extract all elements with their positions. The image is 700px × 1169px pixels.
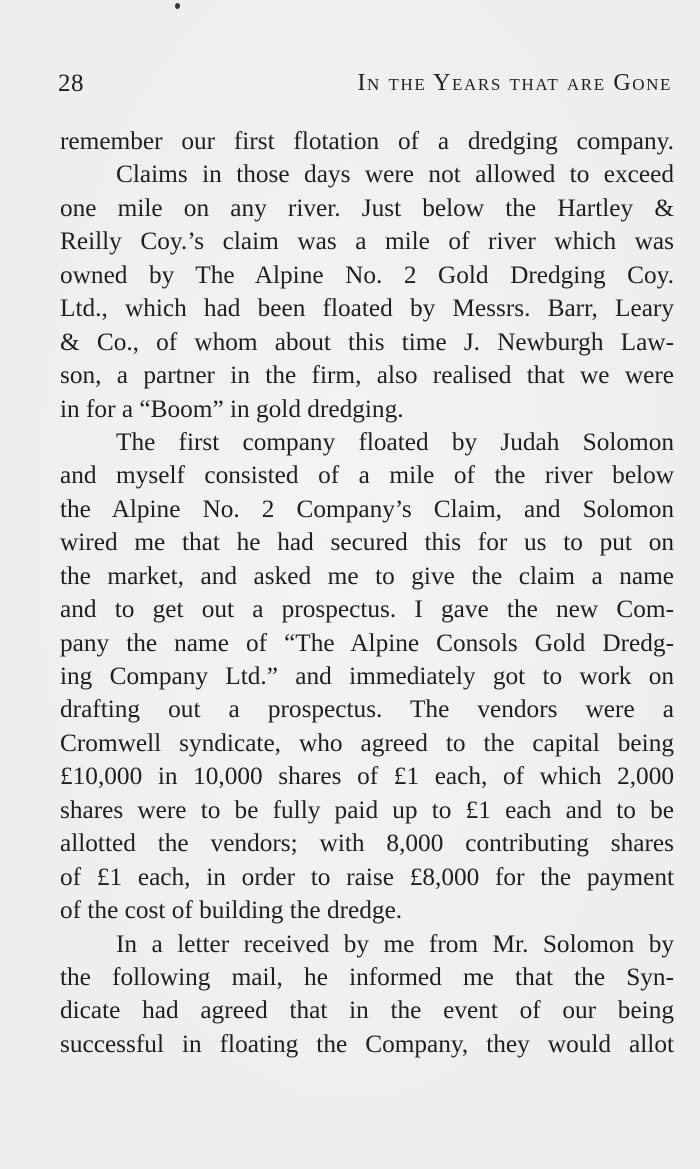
text-line: Ltd., which had been floated by Messrs. Barr, Leary (60, 294, 674, 323)
text-line: & Co., of whom about this time J. Newburgh Law- (60, 327, 674, 356)
text-line: dicate had agreed that in the event of our being (60, 996, 674, 1025)
text-line: and myself consisted of a mile of the river below (60, 461, 674, 490)
text-line: of £1 each, in order to raise £8,000 for the payment (60, 862, 674, 891)
text-line: the following mail, he informed me that the Syn- (60, 962, 674, 991)
text-line: Reilly Coy.’s claim was a mile of river which was (60, 227, 674, 256)
text-line: one mile on any river. Just below the Hartley & (60, 193, 674, 222)
body-text (60, 125, 674, 1061)
text-line: drafting out a prospectus. The vendors were a (60, 695, 674, 724)
running-head (58, 70, 672, 106)
text-line: the market, and asked me to give the claim a name (60, 561, 674, 590)
text-line: Cromwell syndicate, who agreed to the capital being (60, 728, 674, 757)
running-title: In the Years that are Gone (357, 70, 672, 96)
text-line: successful in floating the Company, they would allot (60, 1029, 674, 1058)
text-line: owned by The Alpine No. 2 Gold Dredging Coy. (60, 260, 674, 289)
ink-speck (175, 3, 180, 9)
text-line: £10,000 in 10,000 shares of £1 each, of which 2,000 (60, 762, 674, 791)
text-line: wired me that he had secured this for us to put on (60, 528, 674, 557)
text-line: and to get out a prospectus. I gave the new Com- (60, 595, 674, 624)
text-line: son, a partner in the firm, also realised that we were (60, 361, 674, 390)
text-line: In a letter received by me from Mr. Solomon by (116, 929, 674, 958)
text-line: pany the name of “The Alpine Consols Gold Dredg- (60, 628, 674, 657)
text-line: remember our first flotation of a dredging company. (60, 127, 674, 155)
text-line: allotted the vendors; with 8,000 contributing shares (60, 829, 674, 858)
text-line: The first company floated by Judah Solomon (116, 427, 674, 456)
text-line: the Alpine No. 2 Company’s Claim, and Solomon (60, 494, 674, 523)
text-line: ing Company Ltd.” and immediately got to work on (60, 662, 674, 690)
text-line: Claims in those days were not allowed to exceed (116, 160, 674, 189)
text-line: shares were to be fully paid up to £1 each and to be (60, 795, 674, 824)
page-number: 28 (58, 70, 84, 97)
text-line: of the cost of building the dredge. (60, 896, 403, 925)
text-line: in for a “Boom” in gold dredging. (60, 394, 404, 423)
